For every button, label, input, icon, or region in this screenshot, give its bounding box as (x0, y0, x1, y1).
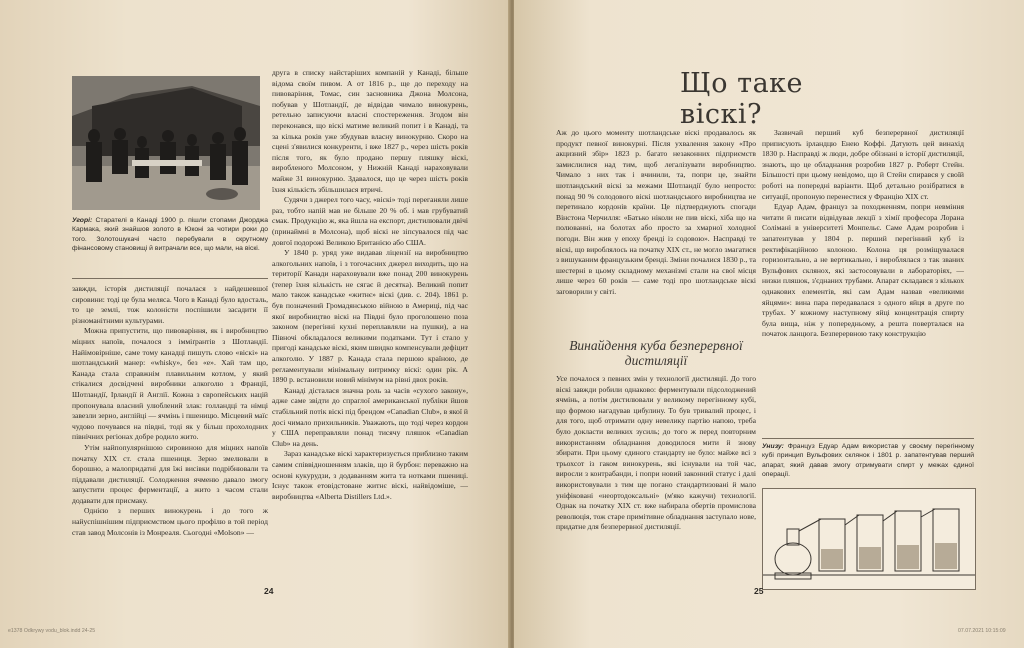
body-paragraph: Аж до цього моменту шотландське віскі продавалось як продукт певної винокурні. Після ухвалення закону «Про акцизний збір» 1823 р. багато незаконних підприємств замислилися над тим, щоб легалізувати виробництво. Чимало з них так і вчинили, та, попри це, знайти шотландський віскі за межами Шотландії було непросто: понад 90 % солодового віскі шотландського виробництва не перетинало кордонів країни. Це підтверджують спогади Вінстона Черчилля: «Батько ніколи не пив віскі, хіба що на полюванні, на болотах або просто за хмарної холодної погоди. Він жив у епоху бренді із содовою». Насправді те віскі, що вироблялось на початку XIX ст., не могло змагатися з вишуканим французьким бренді. Зміни почалися 1830 р., та шестерні в цьому складному механізмі стали на свої місця лише через 60 років — саме тоді про шотландське віскі заговорили у світі. (556, 128, 756, 296)
right-column-1b (556, 374, 756, 533)
left-page (0, 0, 510, 648)
prospectors-photo (72, 76, 260, 210)
print-footer-right: 07.07.2021 10:15:09 (958, 628, 1006, 634)
section-subheading: Винайдення куба безперервної дистиляції (569, 338, 743, 368)
caption-rule (72, 278, 268, 279)
photo-caption (72, 216, 268, 254)
page-number-left: 24 (264, 586, 274, 596)
prospectors-photo-art (72, 76, 260, 210)
chapter-title: Що таке віскі? (680, 68, 804, 130)
right-column-2 (762, 128, 964, 340)
body-paragraph: завжди, історія дистиляції почалася з найдешевшої сировини: тоді це була меляса. Чого в Канаді було вдосталь, то це землі, тож колоністи поспішили засадити її різноманітними культурами. (72, 284, 268, 325)
body-paragraph: Усе почалося з певних змін у технології дистиляції. До того віскі завжди робили однаково: ферментували підсолоджений ячмінь, а потім дистилювали у великому перегінному кубі, що формою нагадував цибулину. То був тривалий процес, і для того, щоб отримати одну невелику партію напою, треба було докласти великих зусиль; до того ж перед повторним використанням обладнання доводилося мити й знову збирати. При цьому єдиного стандарту не було: майже всі з трьохсот із гаком винокурень, які існували на той час, виросли з контрабанди, і попри новий законний статус і далі використовували з тим ще погано стандартизовані й мало уніфіковані «неортодоксальні» (м'яко кажучи) технології. Однак на початку XIX ст. вже набирала обертів промислова революція, тож старе примітивне обладнання заступало нове, придатне для безперервної дистиляції. (556, 374, 756, 532)
apparatus-caption-text: Француз Едуар Адам використав у своєму перегінному кубі принцип Вульфових склянок і 1801 р. запатентував перший апарат, який давав змогу отримувати спирт у межах єдиної операції. (762, 443, 974, 479)
body-paragraph: Зараз канадське віскі характеризується приблизно таким самим співвідношенням злаків, що й бурбон: переважно на основі кукурудзи, з додаванням жита та нотками пшениці. Існує також етовідстоване житнє віскі, найвідоміше, — виробництва «Alberta Distillers Ltd.». (272, 449, 468, 501)
body-paragraph: У 1840 р. уряд уже видавав ліцензії на виробництво алкогольних напоїв, і з тогочасних джерел виходить, що на території Канади нараховували вже понад 200 винокурень (тепер їхня кількість не сягає й десятка). Великий попит мало також канадське «житнє» віскі (див. с. 204). 1861 р. був позначений Громадянською війною в Америці, під час якої виробництво віскі на Півдні було проголошено поза законом (перегінні кухні переплавляли на пушки), а на Півночі обкладалося великими податками. Тут і стало у пригоді канадське віскі, яким швидко компенсували дефіцит алкоголю. У 1887 р. Канада стала першою країною, де регламентували мінімальну витримку віскі: один рік. А 1890 р. встановили новий мінімум на рівні двох років. (272, 248, 468, 385)
right-column-1 (556, 128, 756, 298)
caption-label: Угорі: (72, 217, 93, 224)
distillation-apparatus-illustration (762, 488, 976, 590)
apparatus-caption-label: Унизу: (762, 443, 784, 450)
print-footer-left: e1378 Odkrywy vodu_blok.indd 24-25 (8, 628, 96, 634)
body-paragraph: Едуар Адам, француз за походженням, попри невміння читати й писати відвідував лекції з хімії професора Лорана Соліманi в університеті Монпельє. Саме Адам розробив і запатентував у 1804 р. перший перегінний куб із ректифікаційною колоною. Колона ця розміщувалася горизонтально, а не вертикально, і вироблялася з так званих Вульфових скляноx, які застосовували в лабораторіях, — низки пляшок, з'єднаних трубами. Апарат складався з кількох однакових елементів, які сам Адам назвав «великими яйцями»: вина пара передавалася з одного яйця в друге по трубах. У кожному наступному яйці концентрація спирту була вища, ніж у попередньому, а решта поверталася на початок ланцюга. Безперервною таку конструкцію (762, 202, 964, 339)
caption-text: Старателі в Канаді 1900 р. пішли стопами Джорджа Кармака, який знайшов золото в Юконі за чотири роки до того. Золотошукачі часто перебували в скрутному фінансовому становищі й витрачали все, що мали, на віскі. (72, 217, 268, 253)
body-paragraph: Утім найпопулярнішою сировиною для міцних напоїв початку XIX ст. стала пшениця. Зерно змелювали в борошно, а малопридатні для їжі висівки подрібнювали та піддавали дистиляції. Солодження ячменю давало змогу запустити процес ферментації, а жито з часом стали додавати для присмаку. (72, 442, 268, 505)
left-column-1 (72, 284, 268, 538)
lower-caption-rule (762, 438, 974, 439)
body-paragraph: друга в списку найстаріших компаній у Канаді, більше відома своїм пивом. А от 1816 р., ще до переходу на пивоваріння, Томас, син засновника Джона Молсона, побував у Шотландії, де відвідав чимало винокурень, ретельно записуючи власні спостереження. Згодом він переконався, що віскі матиме великий попит і в Канаді, та за кілька років уже збудував власну винокурню. Скоро на сцені з'явилися конкуренти, і вже 1827 р., через шість років після того, як було продано першу пляшку віскі, виробленого Молсоном, у Нижній Канаді нараховували майже 31 винокурню. Здавалося, що це через шість років їхня кількість збільшилася втричі. (272, 68, 468, 194)
body-paragraph: Зазвичай перший куб безперервної дистиляції приписують ірландцю Енею Коффі. Датують цей винахід 1830 р. Насправді ж люди, добре обізнані в історії дистиляції, знають, що це обладнання розробив 1827 р. Роберт Стейн. Більшості при цьому невідомо, що й Стейн спирався у своїй роботі на попередні варіанти. Щоб детально розібратися в ситуації, пропоную перенестися у Францію XIX ст. (762, 128, 964, 201)
left-column-2 (272, 68, 468, 502)
body-paragraph: Канаді дісталася значна роль за часів «сухого закону», адже саме звідти до спраглої американської публіки йшов стабільний потік віскі під брендом «Canadian Club», в якої й досі чимало прихильників. Уважають, що тоді через кордон у США переправляли понад тисячу пляшок «Canadian Club» на день. (272, 385, 468, 448)
page-number-right: 25 (754, 586, 764, 596)
body-paragraph: Однією з перших винокурень і до того ж найуспішнішим підприємством цього профілю в той період став завод Молсонів із Монреаля. Сьогодні «Molson» — (72, 506, 268, 537)
body-paragraph: Можна припустити, що пивоваріння, як і виробництво міцних напоїв, почалося з імміґрантів з Шотландії. Найімовірніше, саме тому канадці пишуть слово «віскі» на шотландський манер: «whisky», без «е». Хай там що, Канада стала справжнім плавильним котлом, у який стікалися досвідчені виробники алкоголю з Франції, Шотландії, Ірландії й Англії. Кожна з європейських націй пропонувала власний улюблений злак: голландці та німці завезли зерно, англійці — ячмінь і пшеницю. Місцевий маїс чудово почувався на півдні, тоді як у більш прохолодних північних регіонах добре родило жито. (72, 326, 268, 442)
body-paragraph: Судячи з джерел того часу, «віскі» тоді переганяли лише раз, тобто напій мав не більше 20 % об. і мав грубуватий смак. Продукцію ж, яка йшла на експорт, дистилювали двічі (принаймні в Молсона), щоб віскі не зіпсувалося під час довгої подорожі Великою Британією або США. (272, 195, 468, 247)
apparatus-caption (762, 442, 974, 480)
apparatus-drawing (763, 489, 975, 589)
